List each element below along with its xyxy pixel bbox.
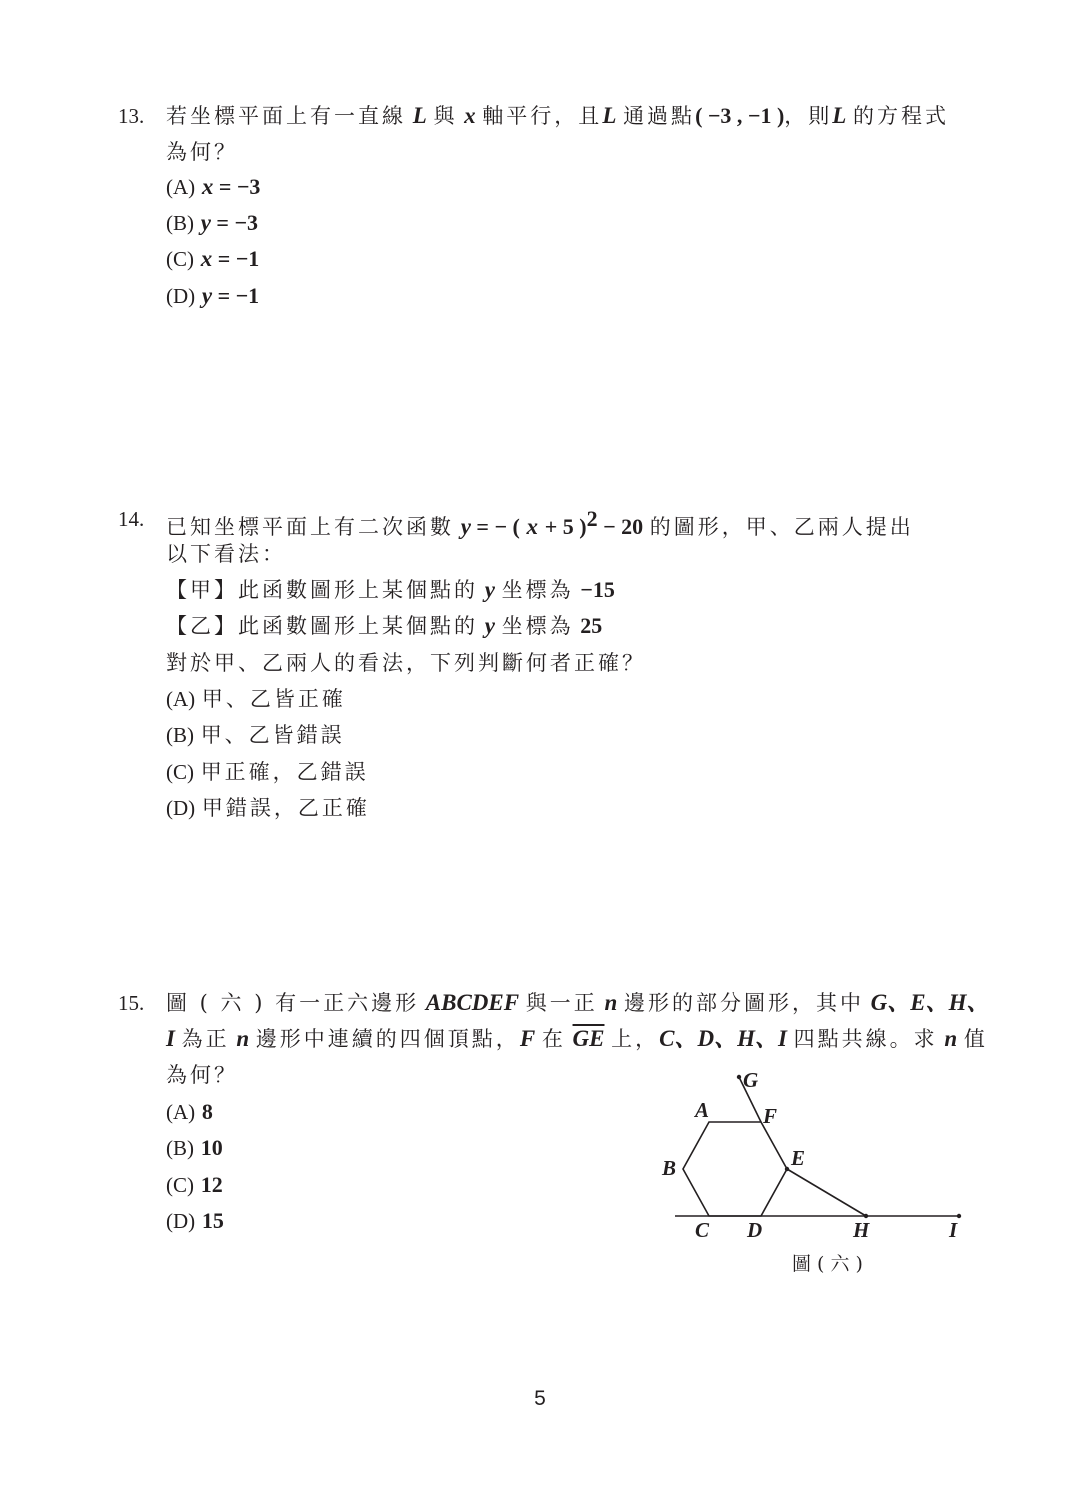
option-d: (D) y = −1 — [166, 283, 260, 308]
label-e: E — [791, 1146, 806, 1170]
question-number: 13. — [118, 104, 145, 128]
option-a: (A) 8 — [166, 1099, 213, 1124]
option-c: (C) 12 — [166, 1172, 223, 1197]
option-b: (B) 10 — [166, 1135, 223, 1160]
question-stem-line-1: 已知坐標平面上有二次函數 y = − ( x + 5 )$^2$ − 20 的圖形，甲、乙兩人提出 — [166, 506, 914, 539]
label-h: H — [853, 1218, 870, 1242]
hexagon-abcdef — [683, 1122, 787, 1216]
question-stem-line-2: I 為正 n 邊形中連續的四個頂點，F 在 $\overline{GE}$ 上，C、D、H、I 四點共線。求 n 值 — [166, 1026, 988, 1051]
question-stem-line-2: 為何？ — [166, 140, 238, 164]
label-i: I — [949, 1218, 958, 1242]
point-i — [957, 1214, 961, 1218]
question-stem-line-1: 圖 ( 六 ) 有一正六邊形 ABCDEF 與一正 n 邊形的部分圖形，其中 G、E、H、 — [166, 990, 990, 1015]
label-d: D — [747, 1218, 763, 1242]
question-stem-line-2: 以下看法： — [166, 542, 286, 566]
option-d: (D) 甲錯誤，乙正確 — [166, 796, 370, 820]
figure-caption: 圖 ( 六 ) — [792, 1253, 863, 1275]
segment-eh — [787, 1169, 866, 1216]
figure-six — [655, 1065, 975, 1280]
question-stem-line-1: 若坐標平面上有一直線 L 與 x 軸平行，且L 通過點( −3 , −1 )，則L 的方程式 — [166, 103, 950, 128]
view-yi: 【乙】此函數圖形上某個點的 y 坐標為 25 — [166, 613, 603, 638]
question-number: 14. — [118, 507, 145, 531]
label-g: G — [743, 1068, 759, 1092]
option-d: (D) 15 — [166, 1208, 224, 1233]
label-b: B — [662, 1156, 677, 1180]
page-number: 5 — [534, 1387, 546, 1410]
option-b: (B) y = −3 — [166, 210, 258, 235]
label-c: C — [695, 1218, 710, 1242]
label-a: A — [695, 1098, 710, 1122]
label-f: F — [763, 1104, 778, 1128]
question-prompt: 對於甲、乙兩人的看法，下列判斷何者正確？ — [166, 651, 646, 675]
question-stem-line-3: 為何？ — [166, 1063, 238, 1087]
point-g — [737, 1075, 741, 1079]
point-e — [785, 1167, 789, 1171]
option-b: (B) 甲、乙皆錯誤 — [166, 723, 345, 747]
option-c: (C) 甲正確，乙錯誤 — [166, 760, 369, 784]
option-c: (C) x = −1 — [166, 246, 260, 271]
question-number: 15. — [118, 991, 145, 1015]
view-jia: 【甲】此函數圖形上某個點的 y 坐標為 −15 — [166, 577, 615, 602]
option-a: (A) 甲、乙皆正確 — [166, 687, 346, 711]
option-a: (A) x = −3 — [166, 174, 261, 199]
